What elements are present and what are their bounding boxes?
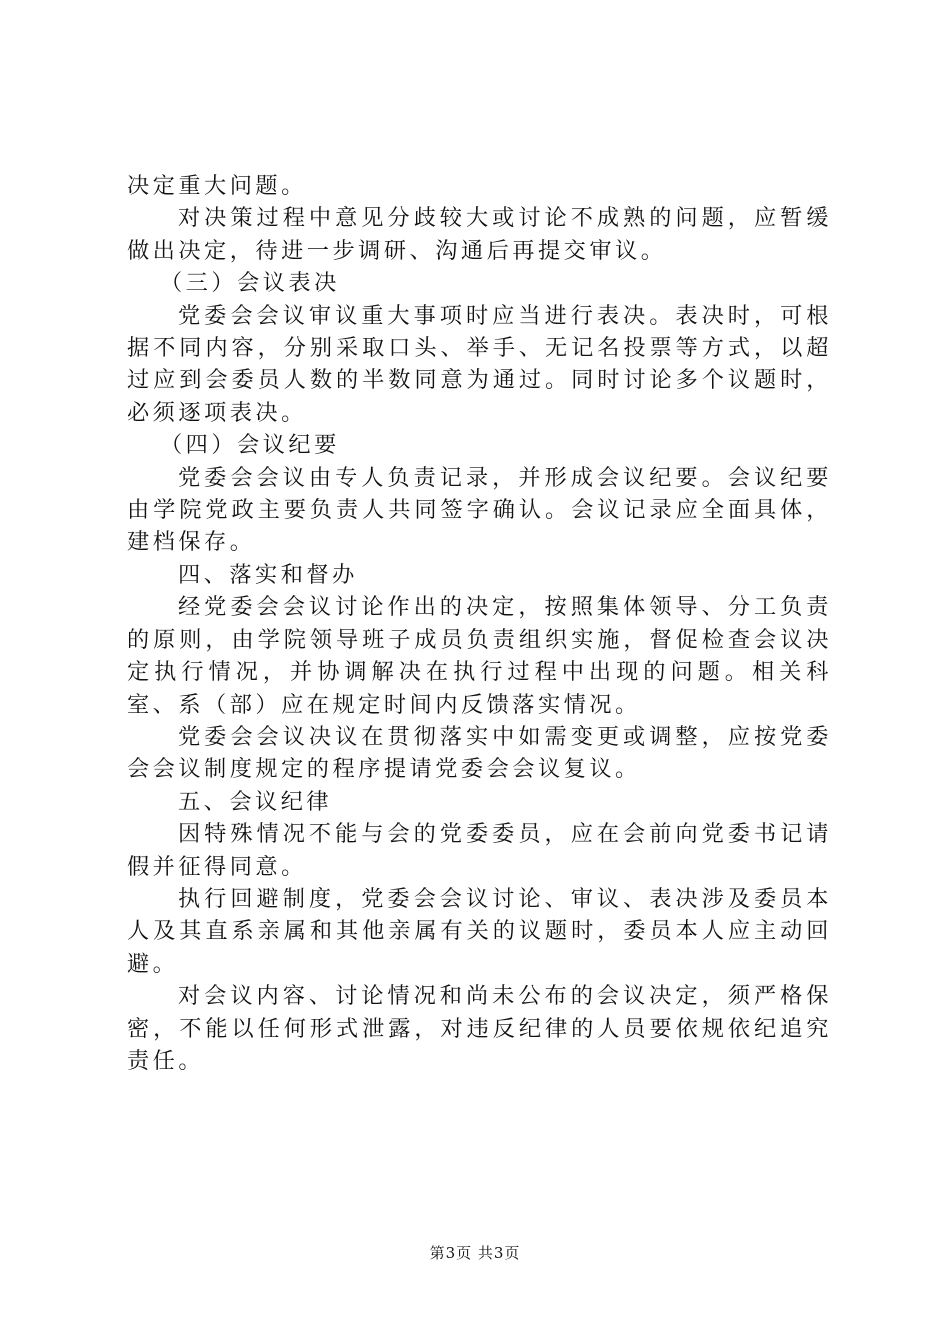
section-heading: 五、会议纪律 xyxy=(178,788,333,815)
paragraph: 党委会会议由专人负责记录，并形成会议纪要。会议纪要由学院党政主要负责人共同签字确认。会议记录应全面具体，建档保存。 xyxy=(127,464,832,556)
section-heading: 四、落实和督办 xyxy=(178,561,358,588)
paragraph: 决定重大问题。 xyxy=(127,173,307,199)
paragraph: 党委会会议决议在贯彻落实中如需变更或调整，应按党委会会议制度规定的程序提请党委会会议复议。 xyxy=(127,723,832,783)
paragraph: 执行回避制度，党委会会议讨论、审议、表决涉及委员本人及其直系亲属和其他亲属有关的议题时，委员本人应主动回避。 xyxy=(127,885,832,977)
document-body xyxy=(127,170,832,1077)
section-heading: （四）会议纪要 xyxy=(160,432,340,459)
paragraph: 经党委会会议讨论作出的决定，按照集体领导、分工负责的原则，由学院领导班子成员负责组织实施，督促检查会议决定执行情况，并协调解决在执行过程中出现的问题。相关科室、系（部）应在规定时间内反馈落实情况。 xyxy=(127,594,832,718)
paragraph: 对会议内容、讨论情况和尚未公布的会议决定，须严格保密，不能以任何形式泄露，对违反纪律的人员要依规依纪追究责任。 xyxy=(127,983,832,1074)
section-heading: （三）会议表决 xyxy=(160,270,340,297)
page-number-footer: 第3页 共3页 xyxy=(429,1244,521,1262)
paragraph: 因特殊情况不能与会的党委委员，应在会前向党委书记请假并征得同意。 xyxy=(127,821,832,880)
paragraph: 党委会会议审议重大事项时应当进行表决。表决时，可根据不同内容，分别采取口头、举手、无记名投票等方式，以超过应到会委员人数的半数同意为通过。同时讨论多个议题时，必须逐项表决。 xyxy=(127,302,832,426)
paragraph: 对决策过程中意见分歧较大或讨论不成熟的问题，应暂缓做出决定，待进一步调研、沟通后再提交审议。 xyxy=(127,205,832,264)
